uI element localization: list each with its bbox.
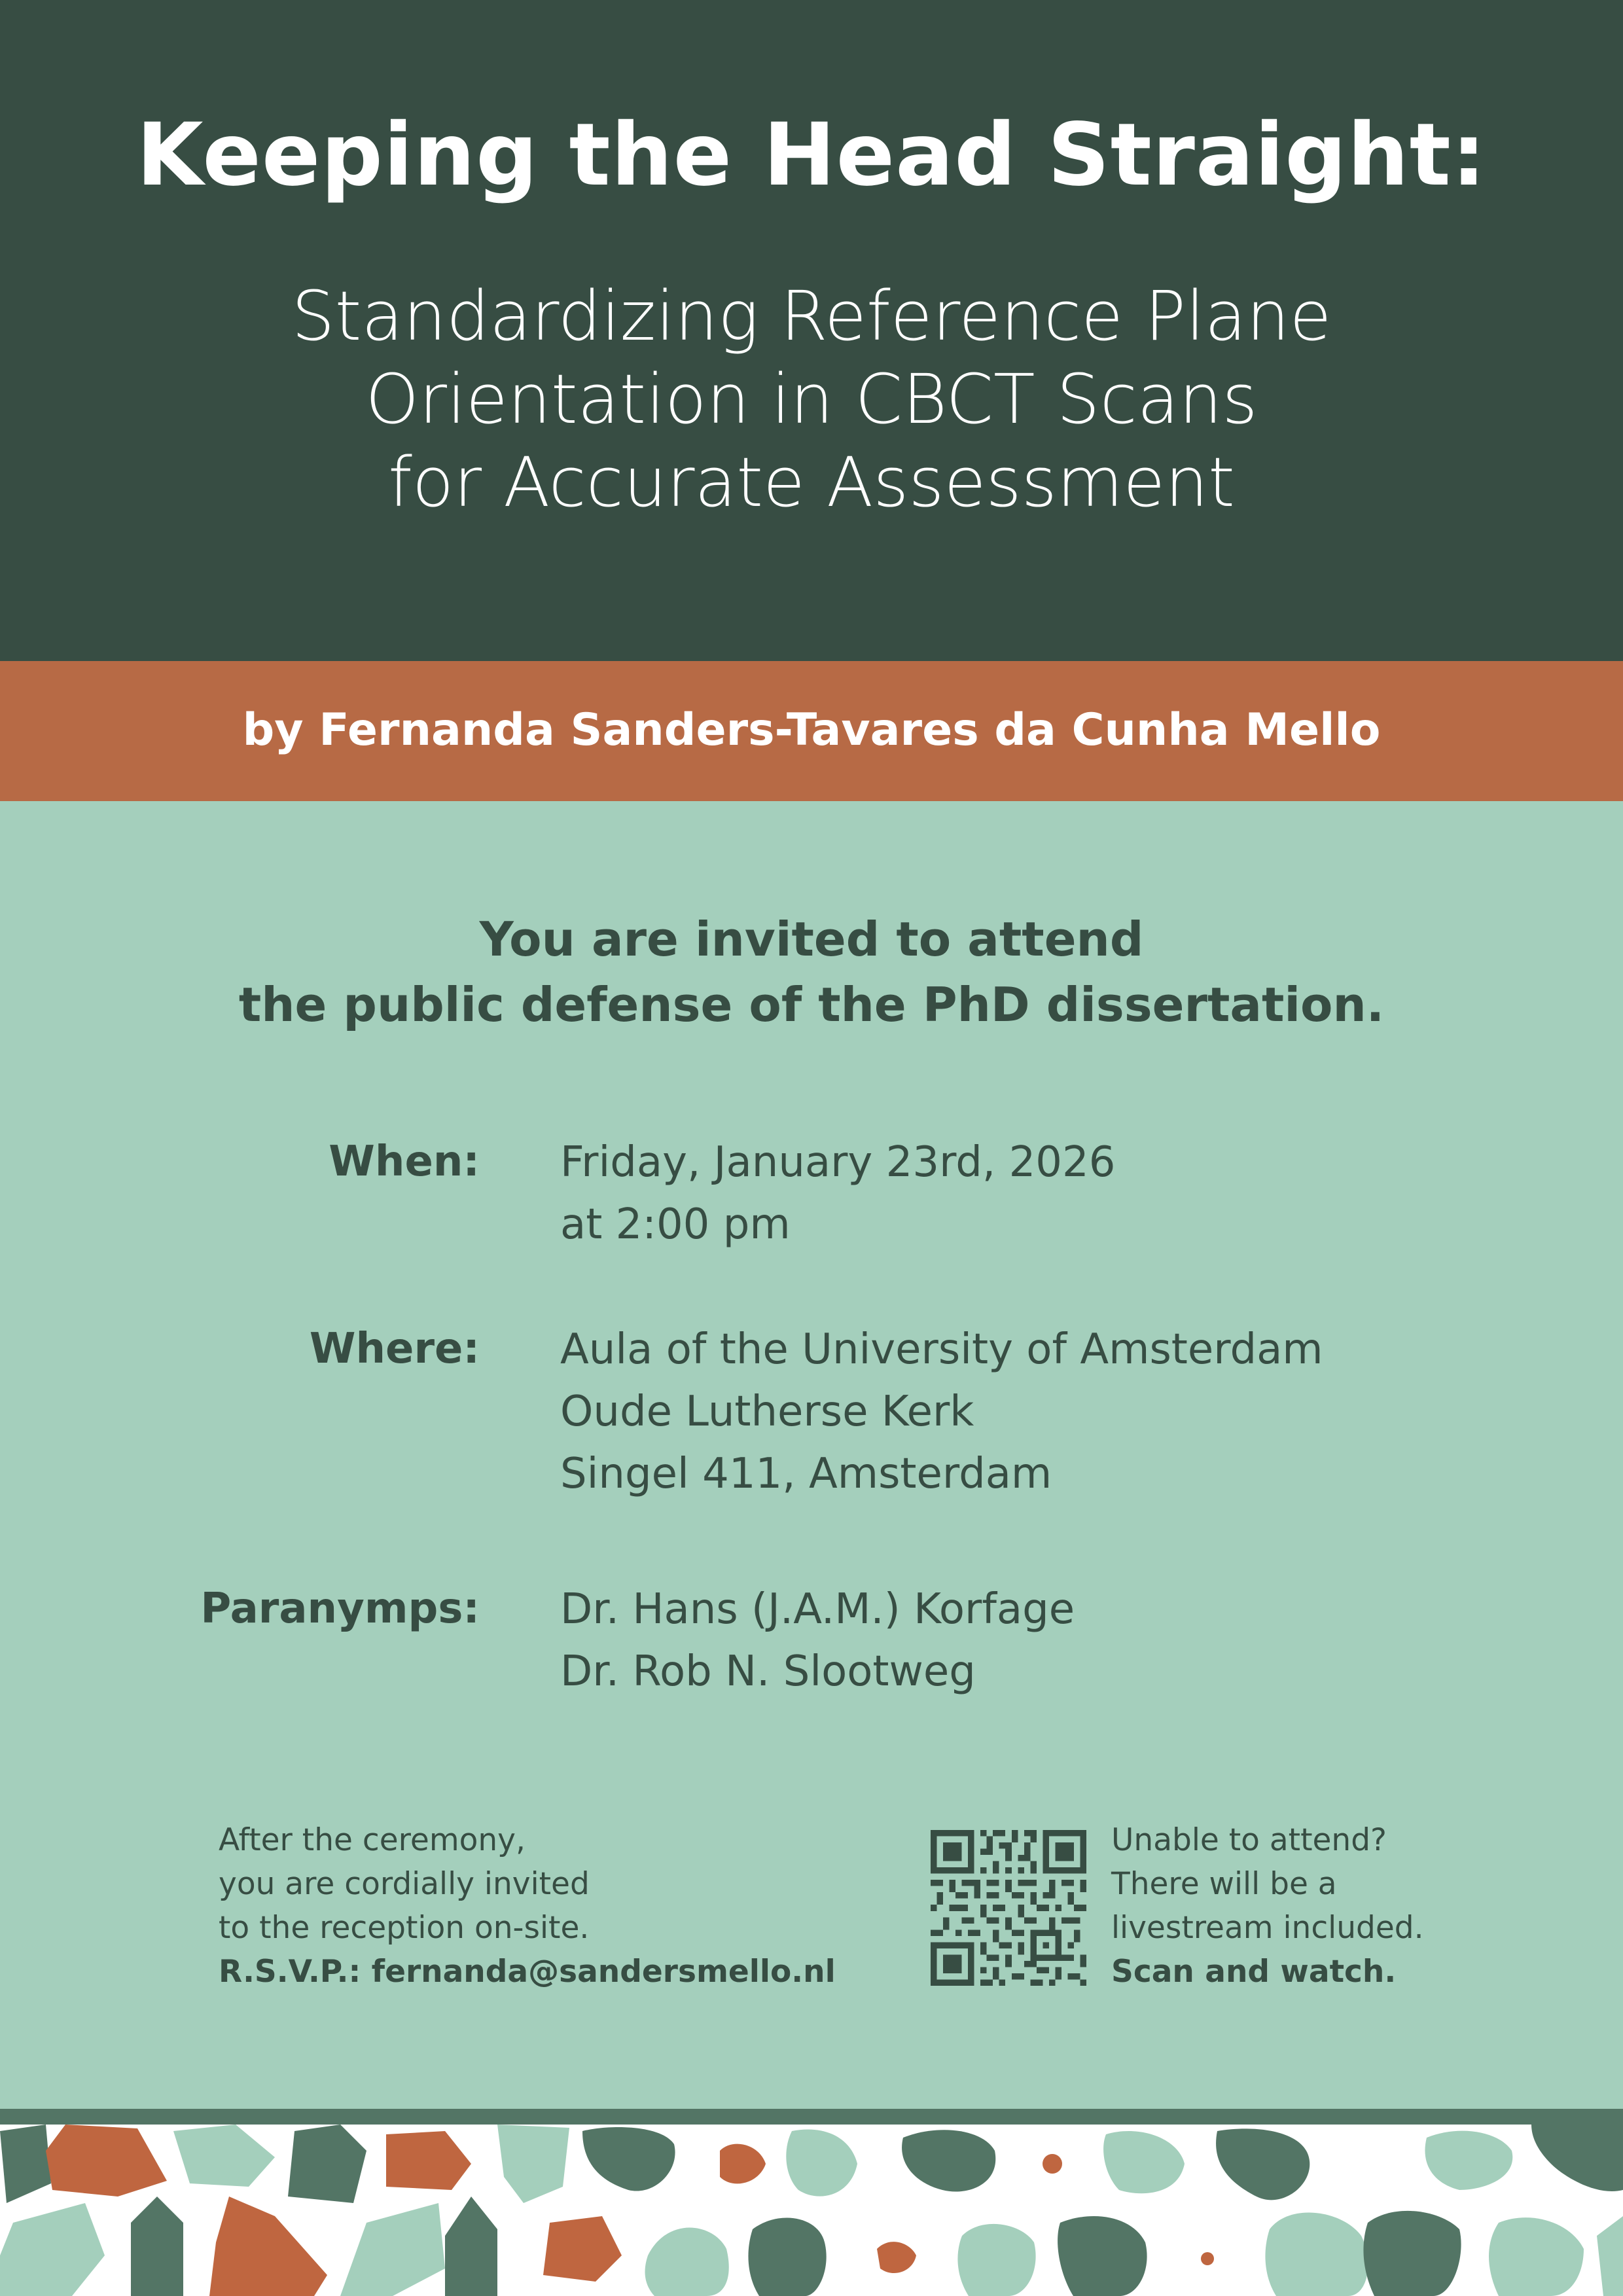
reception-line: to the reception on-site. [219,1910,590,1946]
where-line: Aula of the University of Amsterdam [560,1325,1323,1374]
when-time: at 2:00 pm [560,1200,791,1249]
rsvp-email[interactable]: R.S.V.P.: fernanda@sandersmello.nl [219,1954,836,1990]
paranymph-name: Dr. Rob N. Slootweg [560,1647,976,1696]
scan-and-watch-text: Scan and watch. [1111,1954,1397,1990]
where-value [560,1319,1323,1505]
invitation-line: the public defense of the PhD dissertation. [238,977,1385,1032]
livestream-line: Unable to attend? [1111,1822,1387,1858]
reception-line: After the ceremony, [219,1822,526,1858]
livestream-info [1111,1818,1424,1994]
invitation-line: You are invited to attend [479,912,1144,967]
livestream-line: There will be a [1111,1866,1337,1902]
decorative-tooth-pattern [0,2125,1623,2296]
reception-info [219,1818,836,1994]
when-date: Friday, January 23rd, 2026 [560,1138,1116,1187]
author-name: by Fernanda Sanders-Tavares da Cunha Mello [242,704,1381,756]
paranymphs-label: Paranymps: [200,1585,480,1633]
subtitle-line: Standardizing Reference Plane [291,276,1332,356]
footer-divider [0,2109,1623,2125]
paranymph-name: Dr. Hans (J.A.M.) Korfage [560,1585,1075,1634]
where-line: Singel 411, Amsterdam [560,1450,1052,1498]
page-title: Keeping the Head Straight: [136,105,1487,206]
where-line: Oude Lutherse Kerk [560,1388,974,1436]
where-label: Where: [309,1325,480,1373]
when-label: When: [329,1138,480,1186]
subtitle-line: for Accurate Assessment [388,442,1235,522]
page-subtitle [0,275,1623,524]
when-value [560,1132,1115,1256]
author-band [0,661,1623,801]
invitation-text [0,906,1623,1037]
header-section [0,0,1623,661]
pattern-illustration [0,2125,1623,2296]
paranymphs-value [560,1579,1075,1703]
reception-line: you are cordially invited [219,1866,590,1902]
livestream-line: livestream included. [1111,1910,1424,1946]
subtitle-line: Orientation in CBCT Scans [365,359,1258,439]
qr-code-icon[interactable] [931,1830,1086,1986]
